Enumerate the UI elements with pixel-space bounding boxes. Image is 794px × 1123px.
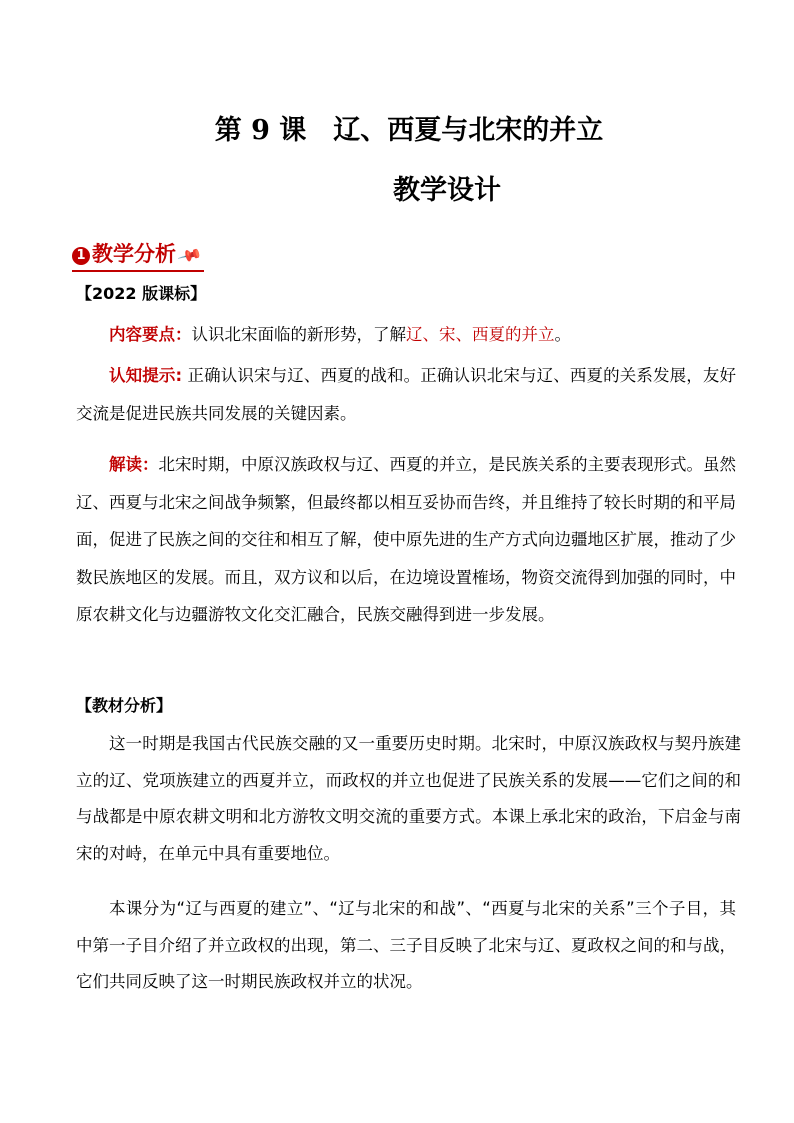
interpretation-paragraph bbox=[76, 446, 736, 634]
textbook-analysis-header: 【教材分析】 bbox=[76, 696, 173, 715]
section-number-badge: 1 bbox=[72, 247, 90, 265]
pushpin-icon: 📌 bbox=[176, 242, 204, 269]
content-points-label: 内容要点： bbox=[109, 325, 192, 344]
section-teaching-analysis bbox=[72, 238, 204, 272]
cognitive-hint-label: 认知提示: bbox=[109, 366, 183, 385]
content-points-end: 。 bbox=[554, 325, 571, 344]
section-label: 教学分析 bbox=[92, 242, 176, 266]
lesson-title: 第 9 课 辽、西夏与北宋的并立 bbox=[214, 115, 604, 146]
content-points-paragraph bbox=[76, 316, 736, 354]
curriculum-standard-header: 【2022 版课标】 bbox=[76, 284, 207, 303]
content-points-highlight: 辽、宋、西夏的并立 bbox=[406, 325, 555, 344]
document-subtitle: 教学设计 bbox=[393, 175, 501, 206]
interpretation-label: 解读： bbox=[109, 455, 159, 474]
textbook-analysis-paragraph-2: 本课分为“辽与西夏的建立”、“辽与北宋的和战”、“西夏与北宋的关系”三个子目，其中第一子目介绍了并立政权的出现，第二、三子目反映了北宋与辽、夏政权之间的和与战，它们共同反映了这一时期民族政权并立的状况。 bbox=[76, 899, 736, 991]
interpretation-text: 北宋时期，中原汉族政权与辽、西夏的并立，是民族关系的主要表现形式。虽然辽、西夏与北宋之间战争频繁，但最终都以相互妥协而告终，并且维持了较长时期的和平局面，促进了民族之间的交往和相互了解，使中原先进的生产方式向边疆地区扩展，推动了少数民族地区的发展。而且，双方议和以后，在边境设置榷场，物资交流得到加强的同时，中原农耕文化与边疆游牧文化交汇融合，民族交融得到进一步发展。 bbox=[76, 455, 736, 625]
textbook-analysis-paragraph-1: 这一时期是我国古代民族交融的又一重要历史时期。北宋时，中原汉族政权与契丹族建立的辽、党项族建立的西夏并立，而政权的并立也促进了民族关系的发展——它们之间的和与战都是中原农耕文明和北方游牧文明交流的重要方式。本课上承北宋的政治，下启金与南宋的对峙，在单元中具有重要地位。 bbox=[76, 734, 741, 863]
cognitive-hint-text: 正确认识宋与辽、西夏的战和。正确认识北宋与辽、西夏的关系发展，友好交流是促进民族共同发展的关键因素。 bbox=[76, 366, 736, 423]
cognitive-hint-paragraph bbox=[76, 357, 736, 432]
content-points-text: 认识北宋面临的新形势，了解 bbox=[191, 325, 406, 344]
